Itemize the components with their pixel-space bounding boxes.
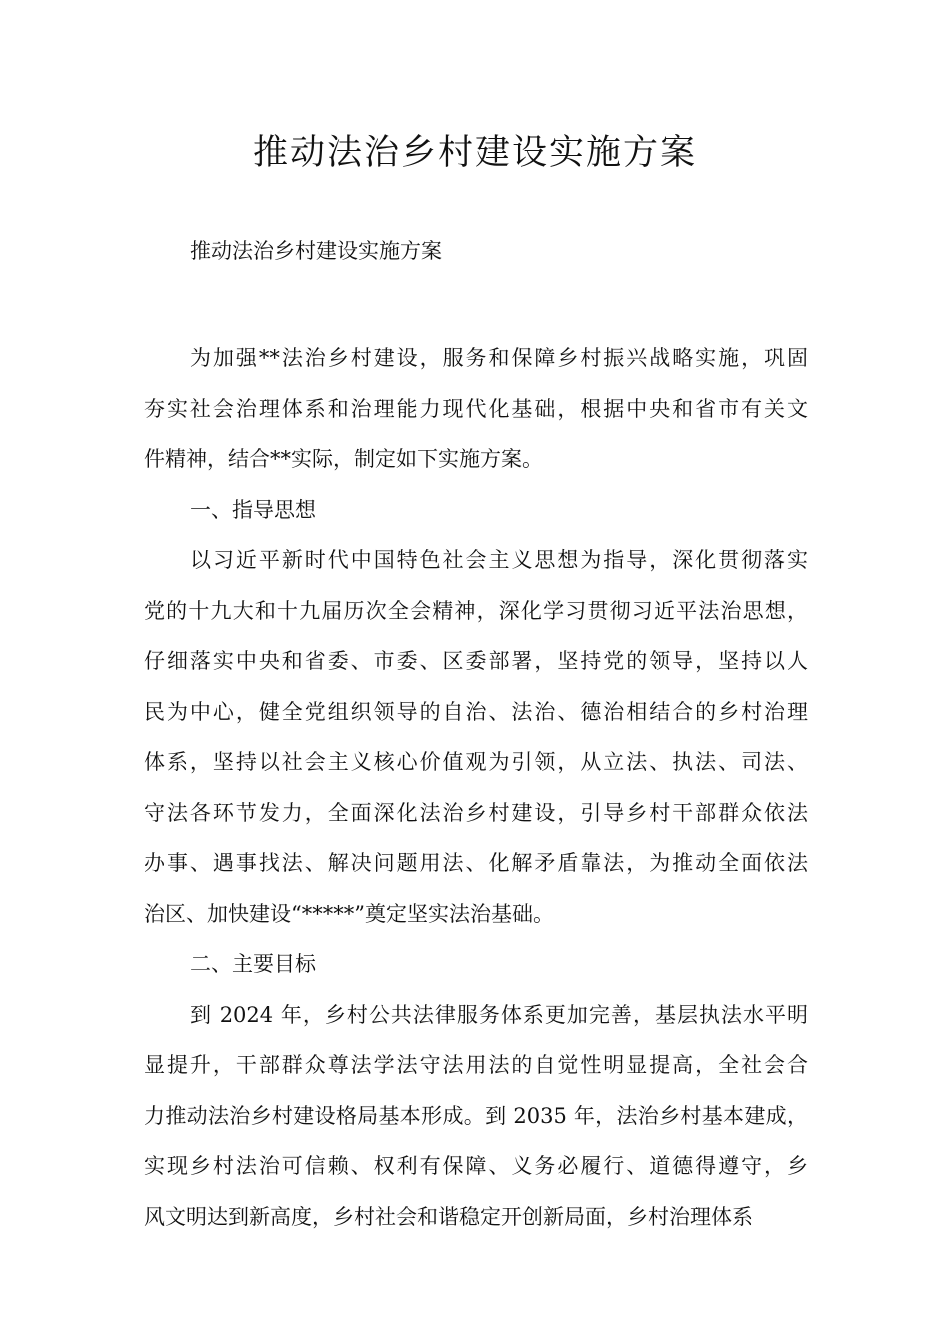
text-line: 党的十九大和十九届历次全会精神，深化学习贯彻习近平法治思想， bbox=[144, 598, 808, 623]
text-line: 仔细落实中央和省委、市委、区委部署，坚持党的领导，坚持以人 bbox=[144, 649, 808, 673]
document-subtitle: 推动法治乡村建设实施方案 bbox=[190, 239, 442, 263]
document-body bbox=[144, 333, 808, 1242]
text-line: 守法各环节发力，全面深化法治乡村建设，引导乡村干部群众依法 bbox=[144, 800, 808, 825]
text-line: 办事、遇事找法、解决问题用法、化解矛盾靠法，为推动全面依法 bbox=[144, 851, 808, 875]
body-paragraph bbox=[144, 333, 808, 485]
text-line: 件精神，结合**实际，制定如下实施方案。 bbox=[144, 447, 543, 471]
section-heading bbox=[144, 485, 808, 536]
text-line: 夯实社会治理体系和治理能力现代化基础，根据中央和省市有关文 bbox=[144, 396, 808, 421]
text-line: 显提升，干部群众尊法学法守法用法的自觉性明显提高，全社会合 bbox=[144, 1053, 808, 1077]
text-line: 到 2024 年，乡村公共法律服务体系更加完善，基层执法水平明 bbox=[190, 1002, 808, 1027]
text-line: 体系，坚持以社会主义核心价值观为引领，从立法、执法、司法、 bbox=[144, 750, 808, 774]
text-line: 实现乡村法治可信赖、权利有保障、义务必履行、道德得遵守，乡 bbox=[144, 1154, 808, 1178]
section-heading bbox=[144, 939, 808, 990]
text-line: 以习近平新时代中国特色社会主义思想为指导，深化贯彻落实 bbox=[190, 548, 808, 572]
body-paragraph bbox=[144, 990, 808, 1243]
document-title: 推动法治乡村建设实施方案 bbox=[252, 133, 697, 173]
text-line: 一、指导思想 bbox=[190, 497, 316, 522]
body-paragraph bbox=[144, 535, 808, 939]
text-line: 治区、加快建设“*****”奠定坚实法治基础。 bbox=[144, 901, 554, 926]
text-line: 民为中心，健全党组织领导的自治、法治、德治相结合的乡村治理 bbox=[144, 699, 808, 724]
text-line: 风文明达到新高度，乡村社会和谐稳定开创新局面，乡村治理体系 bbox=[144, 1204, 753, 1229]
text-line: 为加强**法治乡村建设，服务和保障乡村振兴战略实施，巩固 bbox=[190, 346, 808, 370]
text-line: 二、主要目标 bbox=[190, 952, 316, 976]
text-line: 力推动法治乡村建设格局基本形成。到 2035 年，法治乡村基本建成， bbox=[144, 1103, 808, 1128]
